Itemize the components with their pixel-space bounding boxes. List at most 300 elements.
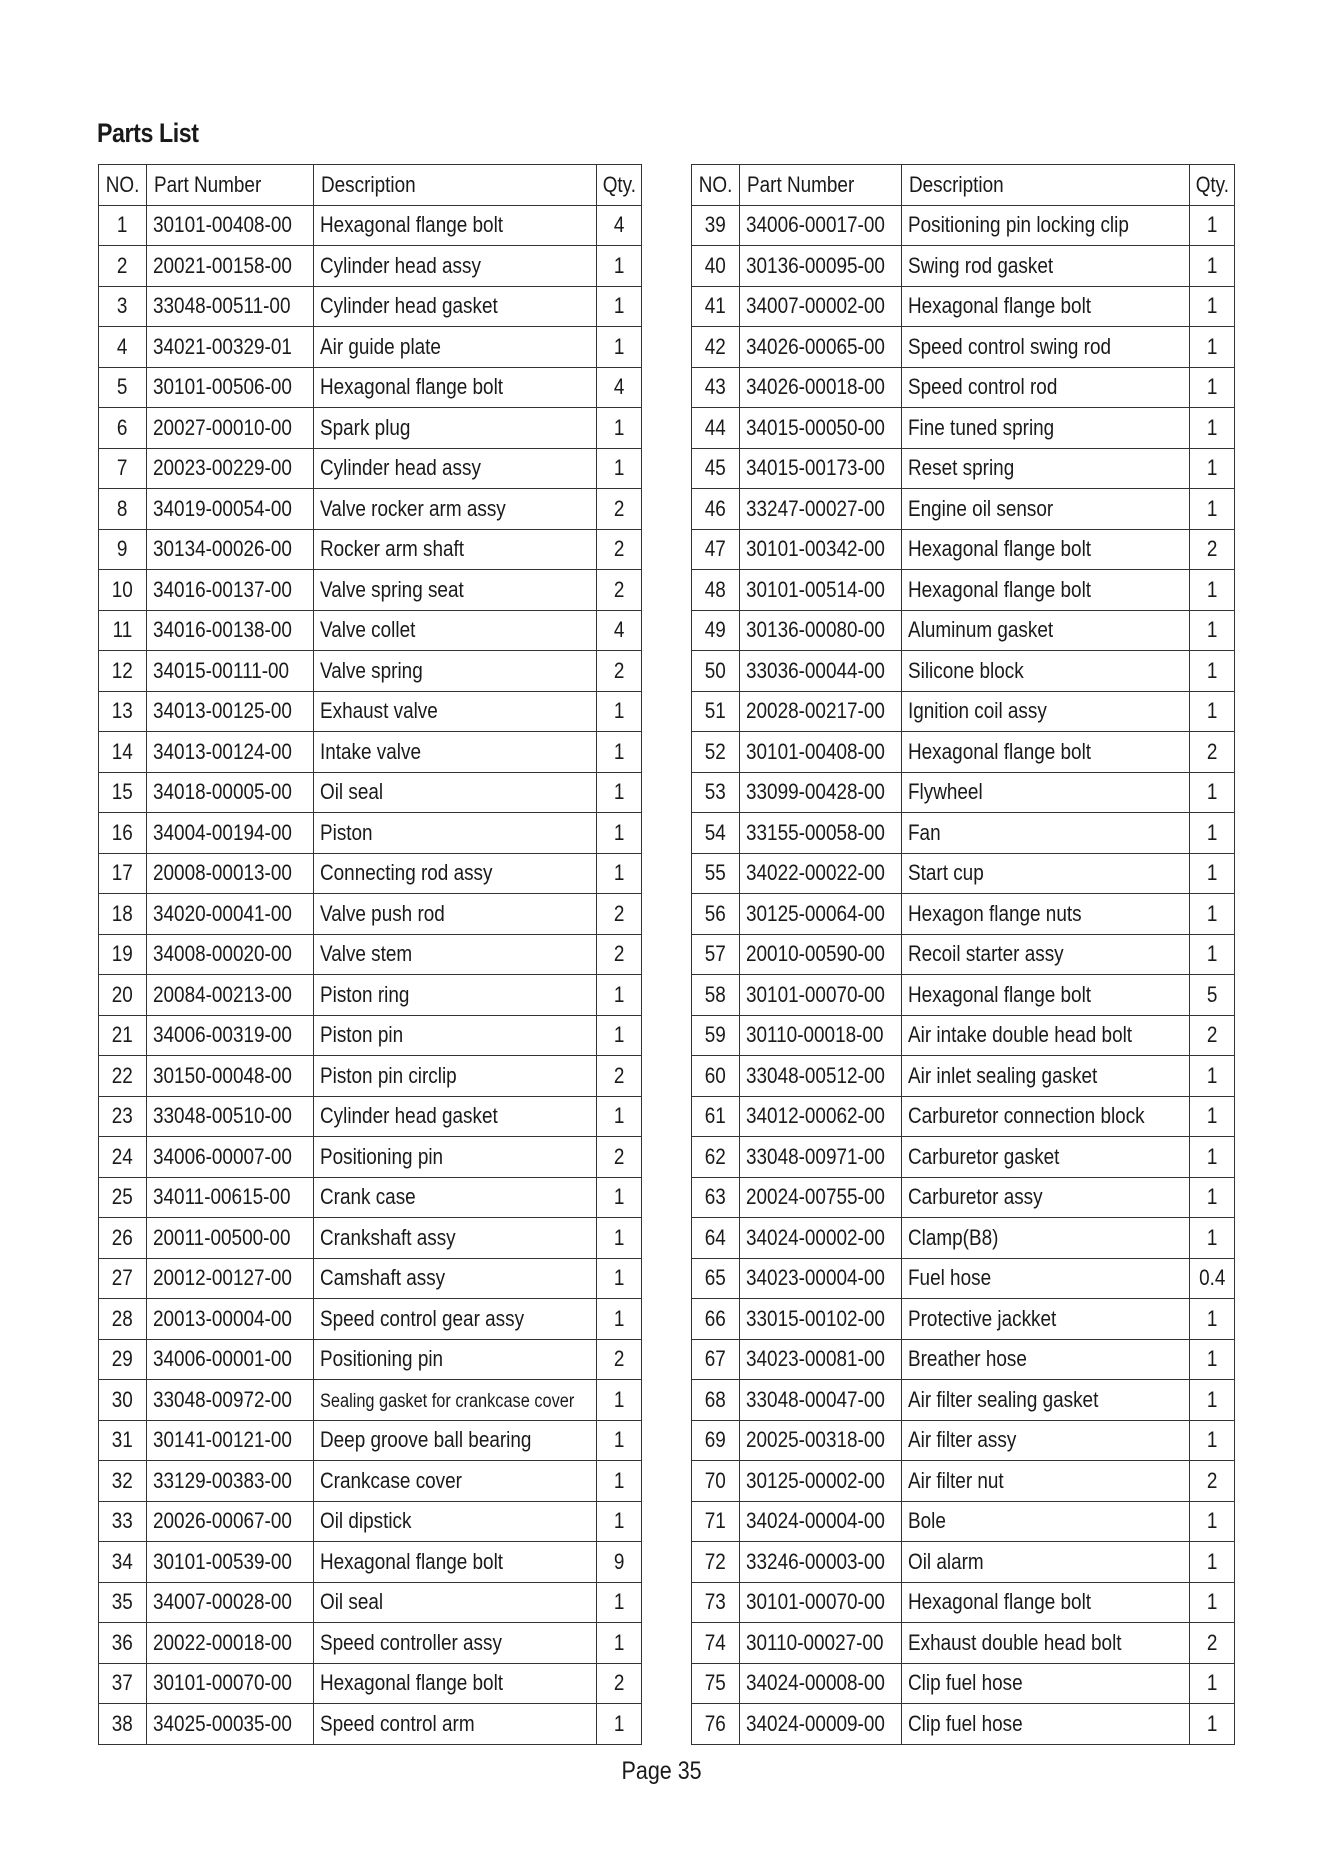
part-no: 62 <box>692 1137 740 1178</box>
part-qty: 1 <box>597 1704 642 1745</box>
table-row <box>692 1056 1235 1097</box>
part-qty: 1 <box>1190 246 1235 287</box>
part-qty: 5 <box>1190 975 1235 1016</box>
part-no: 12 <box>99 651 147 692</box>
part-no: 27 <box>99 1258 147 1299</box>
part-number: 34026-00065-00 <box>740 327 902 368</box>
part-number: 20010-00590-00 <box>740 934 902 975</box>
table-row <box>692 651 1235 692</box>
part-description: Speed controller assy <box>314 1623 597 1664</box>
table-row <box>99 1258 642 1299</box>
part-description: Crankcase cover <box>314 1461 597 1502</box>
table-row <box>692 934 1235 975</box>
part-no: 29 <box>99 1339 147 1380</box>
part-qty: 1 <box>1190 1380 1235 1421</box>
part-qty: 1 <box>1190 1582 1235 1623</box>
part-number: 33048-00047-00 <box>740 1380 902 1421</box>
part-qty: 2 <box>597 934 642 975</box>
table-row <box>692 367 1235 408</box>
part-no: 53 <box>692 772 740 813</box>
part-qty: 1 <box>1190 610 1235 651</box>
part-no: 50 <box>692 651 740 692</box>
part-number: 34024-00009-00 <box>740 1704 902 1745</box>
parts-table-right <box>691 164 1235 1745</box>
part-qty: 1 <box>597 1501 642 1542</box>
table-row <box>692 1137 1235 1178</box>
part-description: Flywheel <box>902 772 1190 813</box>
part-description: Protective jackket <box>902 1299 1190 1340</box>
part-no: 6 <box>99 408 147 449</box>
part-qty: 2 <box>597 570 642 611</box>
part-no: 60 <box>692 1056 740 1097</box>
part-description: Clamp(B8) <box>902 1218 1190 1259</box>
part-number: 30136-00095-00 <box>740 246 902 287</box>
part-number: 20024-00755-00 <box>740 1177 902 1218</box>
part-description: Hexagonal flange bolt <box>314 1542 597 1583</box>
table-row <box>692 1015 1235 1056</box>
part-description: Engine oil sensor <box>902 489 1190 530</box>
part-qty: 1 <box>1190 448 1235 489</box>
table-header-row <box>99 165 642 206</box>
part-number: 30101-00070-00 <box>740 975 902 1016</box>
part-qty: 1 <box>1190 327 1235 368</box>
table-row <box>99 529 642 570</box>
table-row <box>99 1501 642 1542</box>
part-description: Air filter sealing gasket <box>902 1380 1190 1421</box>
part-no: 59 <box>692 1015 740 1056</box>
part-no: 31 <box>99 1420 147 1461</box>
table-row <box>99 813 642 854</box>
part-qty: 1 <box>1190 813 1235 854</box>
part-no: 22 <box>99 1056 147 1097</box>
table-row <box>692 813 1235 854</box>
part-number: 20022-00018-00 <box>147 1623 314 1664</box>
part-description: Hexagonal flange bolt <box>902 975 1190 1016</box>
table-row <box>99 1380 642 1421</box>
part-no: 26 <box>99 1218 147 1259</box>
table-row <box>99 246 642 287</box>
part-qty: 0.4 <box>1190 1258 1235 1299</box>
part-no: 49 <box>692 610 740 651</box>
part-number: 30136-00080-00 <box>740 610 902 651</box>
part-qty: 4 <box>597 610 642 651</box>
part-qty: 1 <box>597 732 642 773</box>
part-no: 46 <box>692 489 740 530</box>
part-qty: 1 <box>597 853 642 894</box>
table-row <box>692 1380 1235 1421</box>
part-number: 30101-00408-00 <box>740 732 902 773</box>
part-qty: 2 <box>597 651 642 692</box>
part-qty: 1 <box>597 1096 642 1137</box>
part-no: 15 <box>99 772 147 813</box>
part-no: 76 <box>692 1704 740 1745</box>
part-number: 33155-00058-00 <box>740 813 902 854</box>
table-row <box>692 246 1235 287</box>
part-no: 18 <box>99 894 147 935</box>
part-qty: 2 <box>1190 1461 1235 1502</box>
part-description: Air guide plate <box>314 327 597 368</box>
part-number: 30101-00342-00 <box>740 529 902 570</box>
part-number: 30101-00506-00 <box>147 367 314 408</box>
part-number: 34015-00111-00 <box>147 651 314 692</box>
part-no: 19 <box>99 934 147 975</box>
part-number: 34006-00319-00 <box>147 1015 314 1056</box>
part-number: 33048-00972-00 <box>147 1380 314 1421</box>
part-number: 30101-00070-00 <box>147 1663 314 1704</box>
part-number: 30101-00408-00 <box>147 205 314 246</box>
part-description: Hexagonal flange bolt <box>902 570 1190 611</box>
header-qty: Qty. <box>1190 165 1235 206</box>
part-no: 51 <box>692 691 740 732</box>
part-description: Exhaust valve <box>314 691 597 732</box>
part-number: 33247-00027-00 <box>740 489 902 530</box>
part-qty: 2 <box>597 1663 642 1704</box>
part-number: 33048-00510-00 <box>147 1096 314 1137</box>
part-number: 34006-00017-00 <box>740 205 902 246</box>
page-number: Page 35 <box>621 1757 703 1785</box>
part-description: Cylinder head gasket <box>314 286 597 327</box>
table-row <box>99 205 642 246</box>
part-qty: 1 <box>597 327 642 368</box>
table-row <box>99 1137 642 1178</box>
part-number: 20028-00217-00 <box>740 691 902 732</box>
part-qty: 4 <box>597 205 642 246</box>
part-no: 45 <box>692 448 740 489</box>
part-number: 20021-00158-00 <box>147 246 314 287</box>
table-row <box>99 975 642 1016</box>
part-no: 30 <box>99 1380 147 1421</box>
part-qty: 1 <box>597 1015 642 1056</box>
part-no: 9 <box>99 529 147 570</box>
part-description: Air intake double head bolt <box>902 1015 1190 1056</box>
part-no: 75 <box>692 1663 740 1704</box>
part-number: 34015-00173-00 <box>740 448 902 489</box>
part-no: 5 <box>99 367 147 408</box>
table-row <box>692 448 1235 489</box>
part-description: Air inlet sealing gasket <box>902 1056 1190 1097</box>
part-description: Cylinder head gasket <box>314 1096 597 1137</box>
table-row <box>692 327 1235 368</box>
part-number: 34021-00329-01 <box>147 327 314 368</box>
table-row <box>692 1420 1235 1461</box>
table-row <box>692 975 1235 1016</box>
table-row <box>692 1542 1235 1583</box>
table-row <box>99 1542 642 1583</box>
part-no: 33 <box>99 1501 147 1542</box>
part-no: 47 <box>692 529 740 570</box>
part-qty: 1 <box>1190 1420 1235 1461</box>
part-description: Valve push rod <box>314 894 597 935</box>
part-description: Piston ring <box>314 975 597 1016</box>
part-description: Fine tuned spring <box>902 408 1190 449</box>
part-number: 33129-00383-00 <box>147 1461 314 1502</box>
part-qty: 1 <box>1190 1177 1235 1218</box>
part-number: 34012-00062-00 <box>740 1096 902 1137</box>
part-qty: 1 <box>597 1258 642 1299</box>
part-description: Valve spring seat <box>314 570 597 611</box>
part-description: Carburetor connection block <box>902 1096 1190 1137</box>
part-description: Hexagonal flange bolt <box>902 732 1190 773</box>
table-row <box>99 1299 642 1340</box>
part-qty: 1 <box>1190 1096 1235 1137</box>
table-row <box>99 448 642 489</box>
part-qty: 1 <box>1190 1137 1235 1178</box>
part-no: 25 <box>99 1177 147 1218</box>
part-number: 34015-00050-00 <box>740 408 902 449</box>
part-qty: 1 <box>597 1177 642 1218</box>
part-number: 20011-00500-00 <box>147 1218 314 1259</box>
part-description: Speed control rod <box>902 367 1190 408</box>
part-description: Start cup <box>902 853 1190 894</box>
part-description: Crankshaft assy <box>314 1218 597 1259</box>
part-description: Oil dipstick <box>314 1501 597 1542</box>
table-row <box>99 327 642 368</box>
table-row <box>692 732 1235 773</box>
part-description: Valve spring <box>314 651 597 692</box>
part-description: Cylinder head assy <box>314 246 597 287</box>
table-row <box>692 286 1235 327</box>
table-row <box>692 772 1235 813</box>
part-description: Oil alarm <box>902 1542 1190 1583</box>
part-no: 52 <box>692 732 740 773</box>
table-row <box>99 691 642 732</box>
part-qty: 2 <box>597 529 642 570</box>
part-description: Connecting rod assy <box>314 853 597 894</box>
part-no: 14 <box>99 732 147 773</box>
part-number: 34007-00002-00 <box>740 286 902 327</box>
part-description: Piston <box>314 813 597 854</box>
part-no: 40 <box>692 246 740 287</box>
table-row <box>99 286 642 327</box>
part-qty: 4 <box>597 367 642 408</box>
table-row <box>99 1056 642 1097</box>
header-no: NO. <box>692 165 740 206</box>
table-row <box>692 1258 1235 1299</box>
part-number: 20013-00004-00 <box>147 1299 314 1340</box>
part-no: 16 <box>99 813 147 854</box>
part-qty: 1 <box>1190 367 1235 408</box>
table-row <box>692 489 1235 530</box>
table-row <box>692 408 1235 449</box>
table-row <box>692 691 1235 732</box>
part-description: Crank case <box>314 1177 597 1218</box>
table-header-row <box>692 165 1235 206</box>
part-description: Positioning pin locking clip <box>902 205 1190 246</box>
part-qty: 1 <box>597 975 642 1016</box>
part-description: Speed control arm <box>314 1704 597 1745</box>
part-number: 20012-00127-00 <box>147 1258 314 1299</box>
part-description: Clip fuel hose <box>902 1663 1190 1704</box>
part-number: 33048-00511-00 <box>147 286 314 327</box>
part-description: Hexagonal flange bolt <box>902 529 1190 570</box>
part-description: Bole <box>902 1501 1190 1542</box>
part-no: 68 <box>692 1380 740 1421</box>
table-row <box>99 1704 642 1745</box>
part-qty: 1 <box>597 772 642 813</box>
part-no: 39 <box>692 205 740 246</box>
part-no: 20 <box>99 975 147 1016</box>
part-description: Intake valve <box>314 732 597 773</box>
part-number: 20026-00067-00 <box>147 1501 314 1542</box>
part-no: 2 <box>99 246 147 287</box>
part-qty: 1 <box>1190 651 1235 692</box>
part-description: Hexagon flange nuts <box>902 894 1190 935</box>
part-number: 20027-00010-00 <box>147 408 314 449</box>
part-qty: 1 <box>597 813 642 854</box>
part-description: Sealing gasket for crankcase cover <box>314 1380 597 1421</box>
part-description: Hexagonal flange bolt <box>902 286 1190 327</box>
part-description: Air filter nut <box>902 1461 1190 1502</box>
part-number: 34007-00028-00 <box>147 1582 314 1623</box>
part-description: Breather hose <box>902 1339 1190 1380</box>
header-part-number: Part Number <box>147 165 314 206</box>
part-description: Exhaust double head bolt <box>902 1623 1190 1664</box>
part-qty: 1 <box>597 448 642 489</box>
table-row <box>692 570 1235 611</box>
part-description: Oil seal <box>314 772 597 813</box>
part-number: 33048-00971-00 <box>740 1137 902 1178</box>
part-no: 21 <box>99 1015 147 1056</box>
part-number: 34016-00137-00 <box>147 570 314 611</box>
part-number: 33246-00003-00 <box>740 1542 902 1583</box>
part-description: Valve stem <box>314 934 597 975</box>
part-number: 34024-00004-00 <box>740 1501 902 1542</box>
part-qty: 1 <box>597 408 642 449</box>
part-description: Silicone block <box>902 651 1190 692</box>
part-number: 20008-00013-00 <box>147 853 314 894</box>
part-number: 34022-00022-00 <box>740 853 902 894</box>
part-description: Hexagonal flange bolt <box>314 1663 597 1704</box>
part-number: 20023-00229-00 <box>147 448 314 489</box>
part-description: Rocker arm shaft <box>314 529 597 570</box>
part-number: 30110-00027-00 <box>740 1623 902 1664</box>
table-row <box>692 853 1235 894</box>
table-row <box>99 1015 642 1056</box>
table-row <box>692 1704 1235 1745</box>
table-row <box>99 853 642 894</box>
part-number: 30141-00121-00 <box>147 1420 314 1461</box>
part-no: 17 <box>99 853 147 894</box>
part-qty: 2 <box>597 1137 642 1178</box>
part-number: 34004-00194-00 <box>147 813 314 854</box>
part-qty: 1 <box>1190 408 1235 449</box>
part-qty: 1 <box>597 1582 642 1623</box>
table-row <box>692 1501 1235 1542</box>
part-description: Swing rod gasket <box>902 246 1190 287</box>
part-description: Piston pin circlip <box>314 1056 597 1097</box>
part-no: 38 <box>99 1704 147 1745</box>
header-description: Description <box>902 165 1190 206</box>
part-qty: 1 <box>1190 205 1235 246</box>
part-qty: 2 <box>1190 1015 1235 1056</box>
part-description: Speed control swing rod <box>902 327 1190 368</box>
part-no: 7 <box>99 448 147 489</box>
part-description: Ignition coil assy <box>902 691 1190 732</box>
part-no: 42 <box>692 327 740 368</box>
part-description: Positioning pin <box>314 1339 597 1380</box>
header-part-number: Part Number <box>740 165 902 206</box>
part-description: Speed control gear assy <box>314 1299 597 1340</box>
table-row <box>99 894 642 935</box>
part-qty: 2 <box>1190 529 1235 570</box>
part-qty: 2 <box>1190 732 1235 773</box>
part-number: 33099-00428-00 <box>740 772 902 813</box>
part-no: 24 <box>99 1137 147 1178</box>
table-row <box>692 1218 1235 1259</box>
table-row <box>99 610 642 651</box>
part-qty: 1 <box>1190 853 1235 894</box>
part-qty: 1 <box>597 1218 642 1259</box>
part-qty: 1 <box>1190 772 1235 813</box>
part-qty: 1 <box>1190 489 1235 530</box>
table-row <box>692 205 1235 246</box>
part-description: Fuel hose <box>902 1258 1190 1299</box>
table-row <box>692 894 1235 935</box>
part-no: 4 <box>99 327 147 368</box>
part-qty: 1 <box>597 286 642 327</box>
table-row <box>692 1663 1235 1704</box>
part-no: 72 <box>692 1542 740 1583</box>
part-number: 34019-00054-00 <box>147 489 314 530</box>
table-row <box>99 489 642 530</box>
part-qty: 1 <box>597 1299 642 1340</box>
part-no: 61 <box>692 1096 740 1137</box>
table-row <box>692 1299 1235 1340</box>
part-qty: 1 <box>597 691 642 732</box>
part-no: 71 <box>692 1501 740 1542</box>
part-number: 30101-00514-00 <box>740 570 902 611</box>
part-description: Clip fuel hose <box>902 1704 1190 1745</box>
part-qty: 1 <box>597 1380 642 1421</box>
part-qty: 9 <box>597 1542 642 1583</box>
page-title: Parts List <box>97 118 199 148</box>
part-description: Positioning pin <box>314 1137 597 1178</box>
part-number: 34023-00004-00 <box>740 1258 902 1299</box>
part-qty: 2 <box>1190 1623 1235 1664</box>
part-qty: 1 <box>597 246 642 287</box>
part-no: 66 <box>692 1299 740 1340</box>
part-no: 48 <box>692 570 740 611</box>
part-number: 34008-00020-00 <box>147 934 314 975</box>
part-description: Hexagonal flange bolt <box>902 1582 1190 1623</box>
part-description: Camshaft assy <box>314 1258 597 1299</box>
part-number: 34023-00081-00 <box>740 1339 902 1380</box>
part-no: 10 <box>99 570 147 611</box>
part-qty: 1 <box>1190 286 1235 327</box>
part-no: 34 <box>99 1542 147 1583</box>
part-no: 54 <box>692 813 740 854</box>
table-row <box>99 772 642 813</box>
part-number: 30101-00539-00 <box>147 1542 314 1583</box>
part-no: 56 <box>692 894 740 935</box>
part-no: 3 <box>99 286 147 327</box>
part-description: Valve collet <box>314 610 597 651</box>
part-number: 33048-00512-00 <box>740 1056 902 1097</box>
part-number: 34013-00125-00 <box>147 691 314 732</box>
part-description: Reset spring <box>902 448 1190 489</box>
table-row <box>99 1461 642 1502</box>
part-qty: 1 <box>1190 1704 1235 1745</box>
part-number: 30125-00002-00 <box>740 1461 902 1502</box>
part-description: Cylinder head assy <box>314 448 597 489</box>
table-row <box>99 1582 642 1623</box>
table-row <box>692 1177 1235 1218</box>
part-number: 30110-00018-00 <box>740 1015 902 1056</box>
part-description: Deep groove ball bearing <box>314 1420 597 1461</box>
table-row <box>99 1339 642 1380</box>
part-description: Aluminum gasket <box>902 610 1190 651</box>
part-qty: 1 <box>1190 1056 1235 1097</box>
